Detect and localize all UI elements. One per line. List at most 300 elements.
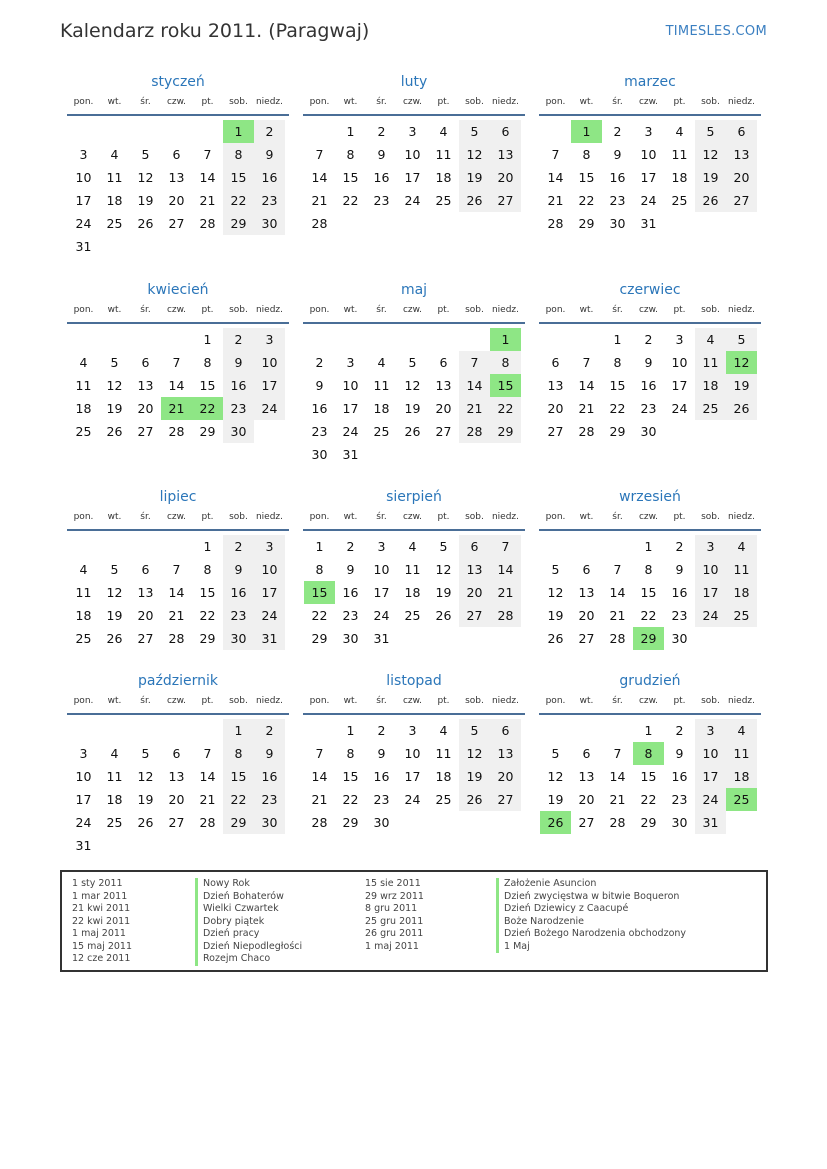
day-cell: 8 [203, 355, 212, 370]
day-cell: 3 [644, 124, 653, 139]
weekday-label: pt. [437, 512, 450, 522]
day-cell: 8 [223, 143, 254, 166]
weekday-label: pt. [201, 97, 214, 107]
weekday-label: pon. [545, 305, 566, 315]
weekday-label: niedz. [255, 305, 284, 315]
day-cell: 10 [254, 558, 285, 581]
legend-holiday-name: Dobry piątek [195, 916, 302, 929]
day-cell: 24 [254, 397, 285, 420]
day-cell: 18 [404, 585, 421, 600]
day-grid [303, 535, 525, 677]
day-cell: 13 [578, 585, 595, 600]
day-cell: 1 [644, 723, 653, 738]
legend-holiday-name: Dzień pracy [195, 928, 302, 941]
weekday-label: wt. [579, 512, 594, 522]
day-cell: 18 [106, 792, 123, 807]
day-cell: 9 [346, 562, 355, 577]
day-cell: 30 [671, 631, 688, 646]
day-cell: 27 [490, 788, 521, 811]
month-block [303, 72, 525, 262]
weekday-label: niedz. [255, 97, 284, 107]
weekday-label: niedz. [255, 512, 284, 522]
weekday-label: niedz. [491, 696, 520, 706]
day-cell: 27 [726, 189, 757, 212]
day-cell: 12 [106, 585, 123, 600]
day-cell: 28 [547, 216, 564, 231]
day-grid [303, 328, 525, 470]
day-cell: 17 [695, 765, 726, 788]
weekday-label: pt. [437, 696, 450, 706]
month-name: luty [400, 74, 428, 90]
day-cell: 29 [311, 631, 328, 646]
day-cell: 2 [644, 332, 653, 347]
day-cell: 12 [404, 378, 421, 393]
day-grid [67, 328, 289, 470]
day-cell: 10 [75, 769, 92, 784]
month-name: sierpień [386, 489, 442, 505]
weekday-label: śr. [376, 512, 387, 522]
day-cell: 26 [137, 815, 154, 830]
weekday-label: wt. [579, 97, 594, 107]
day-cell: 23 [609, 193, 626, 208]
month-name: marzec [624, 74, 676, 90]
day-cell: 20 [137, 401, 154, 416]
day-grid [539, 328, 761, 470]
weekday-label: śr. [140, 97, 151, 107]
weekday-label: pon. [545, 512, 566, 522]
weekday-label: czw. [402, 696, 423, 706]
weekday-label: sob. [465, 696, 484, 706]
day-cell: 24 [695, 788, 726, 811]
weekday-label: pt. [201, 696, 214, 706]
day-cell: 4 [408, 539, 417, 554]
day-cell: 14 [578, 378, 595, 393]
day-cell: 14 [609, 769, 626, 784]
day-cell: 8 [223, 742, 254, 765]
day-cell: 24 [373, 608, 390, 623]
day-cell: 31 [695, 811, 726, 834]
day-cell: 16 [311, 401, 328, 416]
day-cell: 13 [168, 769, 185, 784]
day-cell: 12 [547, 769, 564, 784]
weekday-label: czw. [402, 305, 423, 315]
weekday-label: niedz. [727, 97, 756, 107]
day-cell: 26 [547, 631, 564, 646]
day-cell: 22 [223, 788, 254, 811]
day-cell: 16 [609, 170, 626, 185]
day-cell: 15 [342, 170, 359, 185]
day-cell: 10 [404, 147, 421, 162]
day-cell: 19 [547, 608, 564, 623]
day-cell: 1 [203, 332, 212, 347]
day-cell: 2 [377, 723, 386, 738]
day-cell: 20 [137, 608, 154, 623]
day-cell: 21 [609, 608, 626, 623]
day-cell: 20 [459, 581, 490, 604]
weekday-label: niedz. [727, 512, 756, 522]
day-cell: 4 [695, 328, 726, 351]
day-cell: 11 [435, 147, 452, 162]
day-cell: 4 [675, 124, 684, 139]
weekday-label: pt. [673, 512, 686, 522]
month-name: lipiec [159, 489, 197, 505]
day-cell: 5 [459, 719, 490, 742]
day-cell: 29 [199, 631, 216, 646]
day-cell: 10 [254, 351, 285, 374]
day-cell: 10 [404, 746, 421, 761]
day-cell: 30 [373, 815, 390, 830]
day-cell: 17 [254, 374, 285, 397]
weekday-label: wt. [343, 97, 358, 107]
day-cell: 23 [640, 401, 657, 416]
day-cell: 30 [223, 627, 254, 650]
day-cell: 8 [613, 355, 622, 370]
day-cell: 20 [168, 193, 185, 208]
day-cell: 16 [671, 769, 688, 784]
day-cell: 23 [342, 608, 359, 623]
weekday-label: sob. [701, 97, 720, 107]
day-cell: 27 [435, 424, 452, 439]
weekday-header [67, 97, 289, 116]
day-cell: 6 [172, 147, 181, 162]
day-cell: 1 [613, 332, 622, 347]
day-cell: 25 [726, 604, 757, 627]
day-cell: 11 [695, 351, 726, 374]
day-cell: 30 [223, 420, 254, 443]
day-cell: 15 [640, 585, 657, 600]
weekday-header [539, 512, 761, 531]
weekday-label: czw. [166, 97, 187, 107]
day-cell: 3 [254, 328, 285, 351]
day-cell: 7 [459, 351, 490, 374]
legend-holiday-name: Boże Narodzenie [496, 916, 686, 929]
legend-date: 1 maj 2011 [72, 928, 126, 939]
day-cell: 10 [671, 355, 688, 370]
day-cell: 2 [315, 355, 324, 370]
day-cell: 1 [644, 539, 653, 554]
month-block [67, 487, 289, 677]
weekday-label: wt. [107, 512, 122, 522]
day-cell: 19 [435, 585, 452, 600]
day-cell: 5 [551, 746, 560, 761]
weekday-header [539, 97, 761, 116]
weekday-label: pon. [309, 305, 330, 315]
day-cell: 4 [79, 355, 88, 370]
day-cell: 13 [726, 143, 757, 166]
day-cell: 5 [408, 355, 417, 370]
day-cell: 26 [106, 631, 123, 646]
legend-dates-left [72, 878, 132, 966]
legend-holiday-name: Dzień Niepodległości [195, 941, 302, 954]
weekday-label: sob. [229, 696, 248, 706]
weekday-label: czw. [402, 512, 423, 522]
day-cell: 31 [75, 838, 92, 853]
day-cell: 27 [547, 424, 564, 439]
day-grid [303, 120, 525, 262]
day-cell: 28 [199, 216, 216, 231]
day-cell: 3 [79, 147, 88, 162]
day-cell: 22 [223, 189, 254, 212]
month-block [67, 671, 289, 861]
day-cell: 25 [75, 424, 92, 439]
day-cell: 18 [435, 769, 452, 784]
day-grid [67, 535, 289, 677]
day-cell: 18 [373, 401, 390, 416]
weekday-label: czw. [638, 512, 659, 522]
day-cell: 7 [315, 147, 324, 162]
weekday-header [303, 305, 525, 324]
weekday-header [303, 512, 525, 531]
holiday-day-cell: 8 [633, 742, 664, 765]
day-cell: 27 [578, 815, 595, 830]
day-cell: 29 [223, 811, 254, 834]
day-cell: 2 [223, 328, 254, 351]
day-cell: 10 [342, 378, 359, 393]
day-cell: 4 [439, 124, 448, 139]
weekday-label: niedz. [727, 696, 756, 706]
weekday-label: śr. [376, 696, 387, 706]
weekday-label: śr. [140, 696, 151, 706]
legend-date: 1 maj 2011 [365, 940, 419, 952]
day-cell: 9 [377, 746, 386, 761]
weekday-label: sob. [229, 97, 248, 107]
day-cell: 22 [640, 608, 657, 623]
weekday-label: śr. [376, 97, 387, 107]
day-cell: 6 [490, 719, 521, 742]
day-cell: 17 [640, 170, 657, 185]
day-cell: 19 [695, 166, 726, 189]
day-cell: 22 [578, 193, 595, 208]
day-cell: 31 [254, 627, 285, 650]
day-cell: 7 [551, 147, 560, 162]
day-cell: 2 [675, 723, 684, 738]
day-cell: 13 [168, 170, 185, 185]
day-cell: 14 [311, 170, 328, 185]
day-cell: 20 [168, 792, 185, 807]
holiday-day-cell: 22 [192, 397, 223, 420]
day-cell: 19 [459, 765, 490, 788]
day-cell: 27 [490, 189, 521, 212]
day-grid [539, 719, 761, 861]
day-cell: 29 [640, 815, 657, 830]
day-cell: 26 [106, 424, 123, 439]
day-cell: 5 [141, 147, 150, 162]
day-cell: 28 [578, 424, 595, 439]
day-cell: 21 [547, 193, 564, 208]
holiday-day-cell: 15 [304, 581, 335, 604]
legend-holiday-name: Dzień Dziewicy z Caacupé [496, 903, 686, 916]
day-grid [539, 120, 761, 262]
weekday-label: pon. [73, 305, 94, 315]
day-grid [67, 120, 289, 262]
day-cell: 12 [106, 378, 123, 393]
day-cell: 21 [578, 401, 595, 416]
day-cell: 14 [168, 585, 185, 600]
day-cell: 8 [346, 746, 355, 761]
day-cell: 23 [671, 792, 688, 807]
day-cell: 4 [377, 355, 386, 370]
day-cell: 14 [490, 558, 521, 581]
day-cell: 10 [640, 147, 657, 162]
day-cell: 19 [106, 401, 123, 416]
month-name: kwiecień [147, 282, 209, 298]
weekday-label: śr. [612, 696, 623, 706]
weekday-label: wt. [579, 696, 594, 706]
day-cell: 25 [695, 397, 726, 420]
day-cell: 23 [671, 608, 688, 623]
day-cell: 28 [459, 420, 490, 443]
day-cell: 14 [199, 170, 216, 185]
weekday-label: sob. [465, 305, 484, 315]
month-block [539, 280, 761, 470]
day-cell: 15 [199, 378, 216, 393]
day-cell: 24 [254, 604, 285, 627]
day-cell: 13 [547, 378, 564, 393]
holiday-day-cell: 1 [490, 328, 521, 351]
day-cell: 23 [223, 604, 254, 627]
day-cell: 7 [172, 562, 181, 577]
day-cell: 9 [254, 742, 285, 765]
day-cell: 22 [609, 401, 626, 416]
day-cell: 22 [640, 792, 657, 807]
day-cell: 11 [75, 585, 92, 600]
day-cell: 28 [311, 216, 328, 231]
day-cell: 17 [254, 581, 285, 604]
weekday-label: czw. [638, 97, 659, 107]
day-cell: 10 [373, 562, 390, 577]
holiday-day-cell: 25 [726, 788, 757, 811]
weekday-label: wt. [107, 305, 122, 315]
day-cell: 6 [551, 355, 560, 370]
day-cell: 12 [695, 143, 726, 166]
weekday-label: pt. [673, 305, 686, 315]
day-cell: 1 [203, 539, 212, 554]
day-cell: 20 [578, 792, 595, 807]
legend-holiday-name: Rozejm Chaco [195, 953, 302, 966]
day-cell: 12 [137, 769, 154, 784]
day-cell: 11 [404, 562, 421, 577]
day-cell: 27 [168, 815, 185, 830]
day-cell: 31 [373, 631, 390, 646]
holiday-day-cell: 1 [571, 120, 602, 143]
day-cell: 14 [547, 170, 564, 185]
weekday-label: wt. [343, 696, 358, 706]
legend-holiday-name: Dzień Bożego Narodzenia obchodzony [496, 928, 686, 941]
day-cell: 1 [346, 723, 355, 738]
day-cell: 26 [137, 216, 154, 231]
day-cell: 21 [311, 792, 328, 807]
month-name: maj [400, 282, 428, 298]
weekday-header [67, 512, 289, 531]
day-cell: 24 [342, 424, 359, 439]
day-cell: 6 [582, 562, 591, 577]
month-name: czerwiec [619, 282, 681, 298]
legend-date: 12 cze 2011 [72, 953, 131, 964]
day-cell: 22 [490, 397, 521, 420]
weekday-label: sob. [229, 512, 248, 522]
day-cell: 7 [203, 147, 212, 162]
site-brand-link[interactable]: TIMESLES.COM [665, 24, 767, 39]
day-cell: 22 [342, 193, 359, 208]
day-cell: 2 [675, 539, 684, 554]
weekday-label: pon. [309, 97, 330, 107]
day-cell: 18 [726, 581, 757, 604]
day-cell: 2 [223, 535, 254, 558]
day-cell: 6 [582, 746, 591, 761]
page-title: Kalendarz roku 2011. (Paragwaj) [60, 20, 370, 42]
holiday-day-cell: 1 [223, 120, 254, 143]
day-cell: 13 [137, 585, 154, 600]
day-cell: 16 [254, 765, 285, 788]
day-cell: 23 [373, 193, 390, 208]
day-cell: 13 [137, 378, 154, 393]
day-cell: 19 [547, 792, 564, 807]
day-cell: 12 [459, 742, 490, 765]
day-cell: 16 [373, 170, 390, 185]
month-block [539, 671, 761, 861]
day-cell: 20 [490, 166, 521, 189]
day-cell: 17 [342, 401, 359, 416]
weekday-label: wt. [579, 305, 594, 315]
day-cell: 21 [168, 608, 185, 623]
day-cell: 28 [168, 631, 185, 646]
weekday-label: sob. [701, 305, 720, 315]
month-name: listopad [386, 673, 442, 689]
holiday-day-cell: 15 [490, 374, 521, 397]
day-cell: 2 [254, 719, 285, 742]
day-cell: 7 [613, 746, 622, 761]
weekday-label: śr. [612, 305, 623, 315]
day-cell: 17 [75, 193, 92, 208]
day-cell: 19 [726, 374, 757, 397]
day-cell: 16 [640, 378, 657, 393]
month-name: październik [138, 673, 218, 689]
day-cell: 12 [137, 170, 154, 185]
month-name: styczeń [151, 74, 205, 90]
day-cell: 8 [203, 562, 212, 577]
day-cell: 23 [223, 397, 254, 420]
legend-date: 21 kwi 2011 [72, 903, 131, 914]
day-cell: 31 [342, 447, 359, 462]
day-cell: 13 [490, 143, 521, 166]
day-cell: 13 [435, 378, 452, 393]
legend-date: 15 maj 2011 [72, 940, 133, 952]
day-cell: 30 [671, 815, 688, 830]
day-cell: 17 [75, 792, 92, 807]
day-cell: 23 [254, 189, 285, 212]
weekday-label: niedz. [727, 305, 756, 315]
day-cell: 19 [459, 166, 490, 189]
legend-date: 8 gru 2011 [365, 903, 418, 914]
day-cell: 12 [435, 562, 452, 577]
day-cell: 2 [346, 539, 355, 554]
weekday-label: śr. [612, 97, 623, 107]
day-cell: 2 [254, 120, 285, 143]
month-block [303, 671, 525, 861]
day-cell: 13 [490, 742, 521, 765]
day-cell: 28 [199, 815, 216, 830]
weekday-label: śr. [140, 512, 151, 522]
day-cell: 29 [342, 815, 359, 830]
holiday-day-cell: 21 [161, 397, 192, 420]
day-cell: 13 [578, 769, 595, 784]
day-cell: 14 [609, 585, 626, 600]
day-cell: 27 [168, 216, 185, 231]
day-cell: 26 [435, 608, 452, 623]
legend-dates-right [365, 878, 424, 953]
day-cell: 27 [137, 631, 154, 646]
month-block [67, 280, 289, 470]
